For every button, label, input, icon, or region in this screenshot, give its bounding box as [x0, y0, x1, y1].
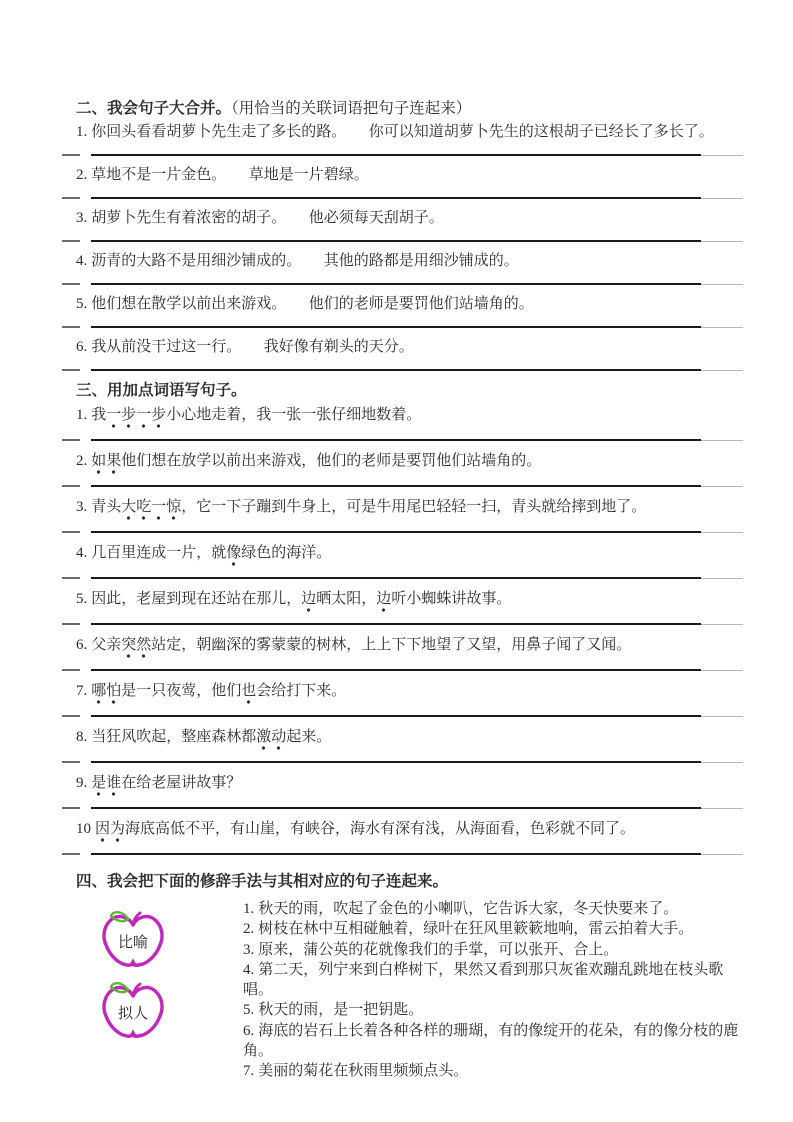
- item-text: 青头: [91, 499, 122, 515]
- blank-line-main: [91, 531, 701, 533]
- item-number: 2.: [243, 921, 255, 938]
- item-text: 绿色的海洋。: [241, 545, 332, 561]
- dotted-word: 突然: [121, 637, 151, 658]
- item-number: 7.: [243, 1063, 255, 1080]
- item-sentence: 秋天的雨，吹起了金色的小喇叭，它告诉大家，冬天快要来了。: [258, 901, 679, 917]
- item-text: 会给打下来。: [256, 683, 347, 699]
- item-number: 2.: [76, 167, 88, 183]
- blank-line-main: [91, 807, 701, 809]
- blank-line-gap: [80, 370, 91, 371]
- answer-blank-line: [62, 325, 743, 328]
- blank-line-dash: [62, 807, 80, 809]
- item-number: 6.: [76, 339, 88, 355]
- blank-line-dash: [62, 240, 80, 242]
- merge-item-text: [76, 209, 743, 228]
- match-item-text: [243, 960, 743, 1001]
- merge-item-text: [76, 252, 743, 271]
- dotted-word: 边: [376, 591, 391, 612]
- blank-line-main: [91, 197, 701, 199]
- answer-blank-line: [62, 438, 743, 441]
- blank-line-gap: [80, 578, 91, 579]
- blank-line-tail: [701, 854, 743, 855]
- dotted-word: 因为: [95, 821, 125, 842]
- item-number: 10: [76, 821, 91, 837]
- dotted-word: 是谁: [91, 775, 121, 796]
- dotted-word: 如果: [91, 453, 121, 474]
- blank-line-main: [91, 715, 701, 717]
- blank-line-dash: [62, 439, 80, 441]
- blank-line-tail: [701, 670, 743, 671]
- blank-line-gap: [80, 241, 91, 242]
- answer-blank-line: [62, 668, 743, 671]
- section-sentence-merge: [76, 99, 743, 371]
- blank-line-tail: [701, 762, 743, 763]
- dotted-item-text: [76, 406, 743, 425]
- blank-line-tail: [701, 808, 743, 809]
- dotted-item-text: [76, 728, 743, 747]
- blank-line-tail: [701, 370, 743, 371]
- item-number: 7.: [76, 683, 88, 699]
- match-item-text: [243, 919, 743, 939]
- blank-line-tail: [701, 284, 743, 285]
- blank-line-main: [91, 485, 701, 487]
- dotted-item-text: [76, 452, 743, 471]
- item-number: 8.: [76, 729, 88, 745]
- blank-line-tail: [701, 198, 743, 199]
- dotted-word: 大吃一惊: [121, 499, 181, 520]
- apple-badges-column: [76, 899, 243, 1082]
- apple-badge-personification: [100, 981, 166, 1043]
- dotted-item-text: [76, 590, 743, 609]
- blank-line-gap: [80, 808, 91, 809]
- answer-blank-line: [62, 622, 743, 625]
- item-number: 2.: [76, 453, 88, 469]
- blank-line-gap: [80, 198, 91, 199]
- apple-icon: [100, 910, 166, 972]
- blank-line-main: [91, 154, 701, 156]
- match-item-text: [243, 1021, 743, 1062]
- section-dotted-words: [76, 381, 743, 855]
- item-text: 父亲: [91, 637, 122, 653]
- answer-blank-line: [62, 196, 743, 199]
- item-number: 1.: [76, 124, 88, 140]
- blank-line-dash: [62, 485, 80, 487]
- answer-blank-line: [62, 530, 743, 533]
- dotted-word: 边: [301, 591, 316, 612]
- dotted-items-list: [76, 406, 743, 855]
- answer-blank-line: [62, 239, 743, 242]
- blank-line-dash: [62, 283, 80, 285]
- blank-line-main: [91, 369, 701, 371]
- dotted-item-text: [76, 682, 743, 701]
- merge-item-text: [76, 295, 743, 314]
- item-text: 几百里连成一片，就: [91, 545, 227, 561]
- blank-line-dash: [62, 761, 80, 763]
- dotted-item-text: [76, 544, 743, 563]
- item-text: 当狂风吹起，整座森林都: [91, 729, 257, 745]
- blank-line-gap: [80, 155, 91, 156]
- blank-line-gap: [80, 327, 91, 328]
- blank-line-main: [91, 326, 701, 328]
- section-dotted-title: 三、用加点词语写句子。: [76, 382, 247, 399]
- merge-item-text: [76, 338, 743, 357]
- answer-blank-line: [62, 714, 743, 717]
- item-text: 因此，老屋到现在还站在那儿，: [91, 591, 302, 607]
- answer-blank-line: [62, 368, 743, 371]
- answer-blank-line: [62, 484, 743, 487]
- item-text: 晒太阳，: [316, 591, 377, 607]
- item-sentence: 第二天，列宁来到白桦树下，果然又看到那只灰雀欢蹦乱跳地在枝头歌唱。: [243, 961, 724, 999]
- blank-line-main: [91, 240, 701, 242]
- item-sentence: 美丽的菊花在秋雨里频频点头。: [258, 1063, 469, 1080]
- blank-line-gap: [80, 486, 91, 487]
- blank-line-gap: [80, 440, 91, 441]
- blank-line-dash: [62, 577, 80, 579]
- blank-line-gap: [80, 284, 91, 285]
- item-number: 6.: [76, 637, 88, 653]
- blank-line-dash: [62, 853, 80, 855]
- item-number: 3.: [76, 499, 88, 515]
- blank-line-main: [91, 669, 701, 671]
- item-sentences: 你回头看看胡萝卜先生走了多长的路。 你可以知道胡萝卜先生的这根胡子已经长了多长了。: [91, 124, 714, 140]
- item-sentence: 海底的岩石上长着各种各样的珊瑚，有的像绽开的花朵，有的像分枝的鹿角。: [243, 1022, 739, 1060]
- item-number: 4.: [243, 961, 255, 978]
- match-row: [76, 899, 743, 1082]
- blank-line-gap: [80, 670, 91, 671]
- blank-line-tail: [701, 327, 743, 328]
- item-text: 小心地走着，我一张一张仔细地数着。: [166, 407, 422, 423]
- match-item-text: [243, 1061, 743, 1081]
- section-match-title: 四、我会把下面的修辞手法与其相对应的句子连起来。: [76, 873, 449, 890]
- section-merge-title-bold: 二、我会句子大合并。: [76, 100, 232, 117]
- item-text: 站定，朝幽深的雾蒙蒙的树林，上上下下地望了又望，用鼻子闻了又闻。: [151, 637, 632, 653]
- answer-blank-line: [62, 760, 743, 763]
- item-sentences: 草地不是一片金色。 草地是一片碧绿。: [91, 167, 369, 183]
- item-number: 1.: [76, 407, 88, 423]
- blank-line-tail: [701, 155, 743, 156]
- merge-items-list: [76, 123, 743, 371]
- blank-line-gap: [80, 854, 91, 855]
- blank-line-tail: [701, 486, 743, 487]
- blank-line-main: [91, 761, 701, 763]
- blank-line-dash: [62, 715, 80, 717]
- item-number: 4.: [76, 253, 88, 269]
- item-text: 海底高低不平，有山崖，有峡谷，海水有深有浅，从海面看，色彩就不同了。: [125, 821, 636, 837]
- blank-line-dash: [62, 669, 80, 671]
- item-number: 3.: [243, 941, 255, 958]
- answer-blank-line: [62, 282, 743, 285]
- match-item-text: [243, 940, 743, 960]
- item-sentence: 原来，蒲公英的花就像我们的手掌，可以张开、合上。: [258, 941, 619, 958]
- item-sentence: 树枝在林中互相碰触着，绿叶在狂风里簌簌地响，雷云拍着大手。: [258, 921, 694, 938]
- item-number: 5.: [76, 591, 88, 607]
- dotted-word: 像: [226, 545, 241, 566]
- blank-line-dash: [62, 531, 80, 533]
- item-number: 4.: [76, 545, 88, 561]
- match-item-text: [243, 1000, 743, 1020]
- item-sentences: 沥青的大路不是用细沙铺成的。 其他的路都是用细沙铺成的。: [91, 253, 519, 269]
- blank-line-main: [91, 623, 701, 625]
- item-number: 1.: [243, 901, 255, 917]
- answer-blank-line: [62, 576, 743, 579]
- blank-line-dash: [62, 197, 80, 199]
- item-text: 我: [91, 407, 107, 423]
- item-number: 9.: [76, 775, 88, 791]
- blank-line-dash: [62, 154, 80, 156]
- blank-line-tail: [701, 532, 743, 533]
- blank-line-main: [91, 283, 701, 285]
- item-number: 5.: [243, 1002, 255, 1019]
- section-merge-title: [76, 99, 743, 119]
- blank-line-gap: [80, 716, 91, 717]
- item-sentences: 他们想在散学以前出来游戏。 他们的老师是要罚他们站墙角的。: [91, 296, 534, 312]
- apple-badge-metaphor: [100, 910, 166, 972]
- item-text: 起来。: [286, 729, 332, 745]
- item-text: ，它一下子蹦到牛身上，可是牛用尾巴轻轻一扫，青头就给摔到地了。: [181, 499, 647, 515]
- dotted-item-text: [76, 636, 743, 655]
- blank-line-dash: [62, 623, 80, 625]
- blank-line-tail: [701, 578, 743, 579]
- dotted-item-text: [76, 774, 743, 793]
- blank-line-main: [91, 439, 701, 441]
- section-rhetoric-match: [76, 872, 743, 1082]
- blank-line-main: [91, 853, 701, 855]
- item-sentences: 我从前没干过这一行。 我好像有剃头的天分。: [91, 339, 414, 355]
- answer-blank-line: [62, 852, 743, 855]
- item-text: 他们想在放学以前出来游戏，他们的老师是要罚他们站墙角的。: [121, 453, 542, 469]
- item-sentence: 秋天的雨，是一把钥匙。: [258, 1002, 424, 1019]
- item-number: 3.: [76, 210, 88, 226]
- item-text: 是一只夜莺，他们: [121, 683, 242, 699]
- section-merge-title-note: （用恰当的关联词语把句子连起来）: [231, 100, 472, 117]
- merge-item-text: [76, 123, 743, 142]
- item-number: 6.: [243, 1022, 255, 1039]
- apple-label: 比喻: [117, 935, 149, 951]
- blank-line-tail: [701, 440, 743, 441]
- blank-line-tail: [701, 716, 743, 717]
- answer-blank-line: [62, 806, 743, 809]
- blank-line-tail: [701, 624, 743, 625]
- item-text: 听小蜘蛛讲故事。: [391, 591, 512, 607]
- blank-line-gap: [80, 624, 91, 625]
- match-item-text: [243, 899, 743, 919]
- item-text: 在给老屋讲故事？: [121, 775, 242, 791]
- blank-line-dash: [62, 326, 80, 328]
- dotted-word: 一步一步: [106, 407, 166, 428]
- apple-label: 拟人: [117, 1006, 149, 1022]
- blank-line-tail: [701, 241, 743, 242]
- apple-icon: [100, 981, 166, 1043]
- dotted-item-text: [76, 498, 743, 517]
- blank-line-gap: [80, 762, 91, 763]
- item-sentences: 胡萝卜先生有着浓密的胡子。 他必须每天刮胡子。: [91, 210, 444, 226]
- blank-line-dash: [62, 369, 80, 371]
- blank-line-gap: [80, 532, 91, 533]
- merge-item-text: [76, 166, 743, 185]
- dotted-word: 激动: [256, 729, 286, 750]
- dotted-word: 哪怕: [91, 683, 121, 704]
- dotted-item-text: [76, 820, 743, 839]
- item-number: 5.: [76, 296, 88, 312]
- dotted-word: 也: [241, 683, 256, 704]
- match-items-list: [243, 899, 743, 1082]
- blank-line-main: [91, 577, 701, 579]
- answer-blank-line: [62, 153, 743, 156]
